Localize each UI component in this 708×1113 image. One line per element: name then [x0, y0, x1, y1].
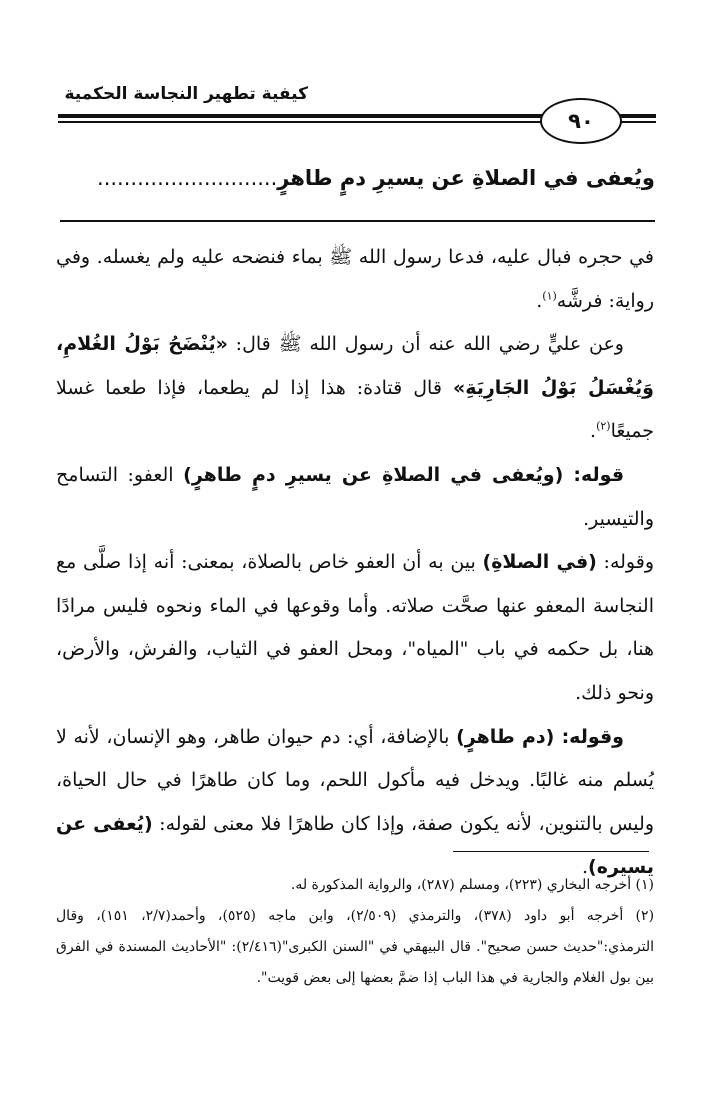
running-title: كيفية تطهير النجاسة الحكمية — [64, 84, 308, 104]
paragraph-5-label: وقوله: — [554, 725, 624, 748]
paragraph-1-text: في حجره فبال عليه، فدعا رسول الله ﷺ بماء فنضحه عليه ولم يغسله. وفي رواية: فرشَّه — [56, 246, 654, 312]
paragraph-1 — [56, 236, 654, 323]
paragraph-2-text-b: قال قتادة: هذا إذا لم يطعما، فإذا طعما غسلا جميعًا — [56, 376, 654, 443]
header-rule-left-thick — [58, 114, 543, 118]
paragraph-2-text-a: وعن عليٍّ رضي الله عنه أن رسول الله ﷺ قال: — [227, 333, 624, 356]
page-number-text: ٩٠ — [568, 109, 594, 133]
page-number — [540, 98, 622, 144]
paragraph-5 — [56, 716, 654, 890]
header-rule-right-thin — [616, 121, 656, 123]
header-rule-right-thick — [616, 114, 656, 118]
matn-quote-2: (في الصلاةِ) — [482, 551, 597, 574]
section-title — [60, 166, 655, 190]
paragraph-4 — [56, 541, 654, 715]
matn-quote-3: (دم طاهرٍ) — [456, 725, 555, 748]
paragraph-5-end: . — [582, 856, 589, 879]
section-title-text: ويُعفى في الصلاةِ عن يسيرِ دمٍ طاهرٍ — [277, 166, 655, 190]
paragraph-3-text: العفو: التسامح والتيسير. — [56, 463, 654, 530]
header-rule-left-thin — [58, 121, 543, 123]
hadith-quote: «يُنْضَحُ بَوْلُ الغُلامِ، وَيُغْسَلُ بَوْلُ الجَارِيَةِ» — [56, 333, 654, 399]
footnote-separator — [453, 851, 649, 852]
section-title-rule — [60, 220, 655, 222]
footnote-2: (٢) أخرجه أبو داود (٣٧٨)، والترمذي (٢/٥٠٩)، وابن ماجه (٥٢٥)، وأحمد(٢/٧، ١٥١)، وقال الترمذي:"حديث حسن صحيح". قال البيهقي في "السنن الكبرى"(٢/٤١٦): "الأحاديث المسندة في الفرق بين بول الغلام والجارية في هذا الباب إذا ضمَّ بعضها إلى بعض قويت". — [56, 908, 655, 986]
body-text — [56, 236, 654, 890]
paragraph-1-end: . — [536, 289, 543, 312]
matn-quote-1: (ويُعفى في الصلاةِ عن يسيرِ دمٍ طاهرٍ) — [183, 463, 564, 486]
paragraph-4-label: وقوله: — [596, 551, 654, 574]
paragraph-2-end: . — [590, 420, 597, 443]
paragraph-4-text: بين به أن العفو خاص بالصلاة، بمعنى: أنه إذا صلَّى مع النجاسة المعفو عنها صحَّت صلاته. وأما وقوعها في الماء ونحوه فليس مرادًا هنا، بل حكمه في باب "المياه"، ومحل العفو في الثياب، والفرش، والأرض، ونحو ذلك. — [56, 551, 654, 704]
footnotes — [56, 870, 654, 994]
footnote-ref-2: (٢) — [596, 420, 611, 434]
section-title-dots: ........................... — [97, 166, 278, 190]
paragraph-5-text: بالإضافة، أي: دم حيوان طاهر، وهو الإنسان، لأنه لا يُسلم منه غالبًا. ويدخل فيه مأكول اللحم، وما كان طاهرًا في حال الحياة، وليس بالتنوين، لأنه يكون صفة، وإذا كان طاهرًا فلا معنى لقوله: — [56, 725, 654, 835]
footnote-ref-1: (١) — [542, 289, 557, 303]
footnote-1: (١) أخرجه البخاري (٢٢٣)، ومسلم (٢٨٧)، والرواية المذكورة له. — [290, 877, 654, 893]
matn-quote-4: (يُعفى عن يسيره) — [56, 812, 654, 879]
paragraph-3-label: قوله: — [563, 463, 625, 486]
paragraph-3 — [56, 454, 654, 541]
paragraph-2 — [56, 323, 654, 454]
